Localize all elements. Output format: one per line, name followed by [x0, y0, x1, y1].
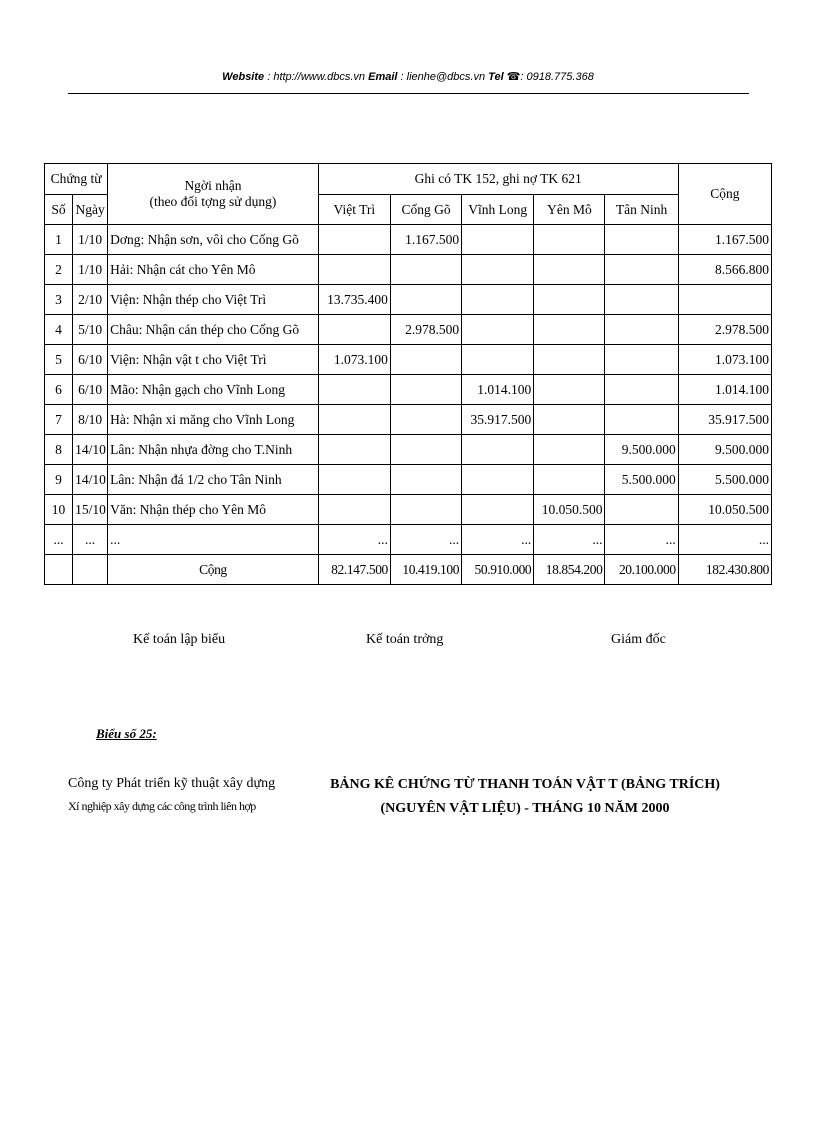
cell-so: 3: [45, 285, 73, 315]
cell-so: ...: [45, 525, 73, 555]
cell-viet-tri: [318, 495, 390, 525]
header-ghi-co: Ghi có TK 152, ghi nợ TK 621: [318, 164, 678, 195]
cell-viet-tri: ...: [318, 525, 390, 555]
cell-so: 1: [45, 225, 73, 255]
total-cong-go: 10.419.100: [390, 555, 461, 585]
header-nguoi-nhan-line1: Ngời nhận: [184, 178, 242, 193]
cell-nguoi-nhan: Mão: Nhận gạch cho Vĩnh Long: [108, 375, 319, 405]
header-tan-ninh: Tân Ninh: [605, 195, 678, 225]
cell-viet-tri: 13.735.400: [318, 285, 390, 315]
header-divider: [68, 93, 749, 94]
website-label: Website: [222, 71, 265, 83]
header-ngay: Ngày: [73, 195, 108, 225]
cell-ngay: ...: [73, 525, 108, 555]
header-cong: Cộng: [678, 164, 771, 225]
table-row: [45, 375, 772, 405]
cell-cong: 8.566.800: [678, 255, 771, 285]
cell-so: 8: [45, 435, 73, 465]
cell-tan-ninh: 9.500.000: [605, 435, 678, 465]
cell-vinh-long: [462, 225, 534, 255]
cell-yen-mo: [534, 315, 605, 345]
cell-nguoi-nhan: Dơng: Nhận sơn, vôi cho Cống Gõ: [108, 225, 319, 255]
cell-nguoi-nhan: Lân: Nhận đá 1/2 cho Tân Ninh: [108, 465, 319, 495]
cell-yen-mo: [534, 285, 605, 315]
cell-vinh-long: [462, 255, 534, 285]
cell-cong-go: [390, 495, 461, 525]
cell-so: 10: [45, 495, 73, 525]
total-cong: 182.430.800: [678, 555, 771, 585]
cell-viet-tri: [318, 465, 390, 495]
email-label: Email: [368, 71, 398, 83]
cell-cong: 9.500.000: [678, 435, 771, 465]
cell-so: 7: [45, 405, 73, 435]
cell-ngay: 2/10: [73, 285, 108, 315]
cell-yen-mo: ...: [534, 525, 605, 555]
table-row: [45, 345, 772, 375]
cell-ngay: 6/10: [73, 345, 108, 375]
email-address[interactable]: lienhe@dbcs.vn: [406, 71, 486, 83]
cell-yen-mo: [534, 345, 605, 375]
cell-so: 5: [45, 345, 73, 375]
cell-cong: 5.500.000: [678, 465, 771, 495]
bieu-so-label: Biểu số 25:: [96, 726, 157, 741]
signature-ke-toan-lap: Kế toán lập biểu: [133, 632, 226, 647]
cell-so: 2: [45, 255, 73, 285]
cell-cong-go: [390, 345, 461, 375]
document-title: BẢNG KÊ CHỨNG TỪ THANH TOÁN VẬT T (BẢNG TRÍCH): [330, 777, 720, 792]
cell-yen-mo: [534, 255, 605, 285]
cell-yen-mo: 10.050.500: [534, 495, 605, 525]
header-so: Số: [45, 195, 73, 225]
cell-cong: 1.014.100: [678, 375, 771, 405]
cell-tan-ninh: [605, 255, 678, 285]
cell-tan-ninh: [605, 405, 678, 435]
cell-ngay: 5/10: [73, 315, 108, 345]
cell-cong-go: [390, 405, 461, 435]
cell-ngay: 1/10: [73, 255, 108, 285]
cell-vinh-long: [462, 345, 534, 375]
cell-nguoi-nhan: ...: [108, 525, 319, 555]
total-yen-mo: 18.854.200: [534, 555, 605, 585]
cell-ngay: 6/10: [73, 375, 108, 405]
table-row: [45, 495, 772, 525]
total-empty-ngay: [73, 555, 108, 585]
cell-so: 9: [45, 465, 73, 495]
cell-ngay: 1/10: [73, 225, 108, 255]
cell-cong: ...: [678, 525, 771, 555]
cell-cong-go: 2.978.500: [390, 315, 461, 345]
cell-cong-go: [390, 375, 461, 405]
document-subtitle: (NGUYÊN VẬT LIỆU) - THÁNG 10 NĂM 2000: [380, 801, 670, 816]
cell-nguoi-nhan: Châu: Nhận cán thép cho Cống Gõ: [108, 315, 319, 345]
cell-tan-ninh: [605, 375, 678, 405]
cell-tan-ninh: 5.500.000: [605, 465, 678, 495]
cell-vinh-long: [462, 285, 534, 315]
cell-vinh-long: [462, 495, 534, 525]
cell-nguoi-nhan: Viện: Nhận vật t cho Việt Trì: [108, 345, 319, 375]
website-url[interactable]: http://www.dbcs.vn: [273, 71, 366, 83]
cell-tan-ninh: ...: [605, 525, 678, 555]
phone-icon: ☎: [506, 71, 521, 83]
tel-number: 0918.775.368: [526, 71, 594, 83]
cell-cong-go: [390, 465, 461, 495]
table-row: [45, 255, 772, 285]
cell-nguoi-nhan: Hà: Nhận xi măng cho Vĩnh Long: [108, 405, 319, 435]
table-row: [45, 285, 772, 315]
table-row: [45, 315, 772, 345]
cell-so: 6: [45, 375, 73, 405]
cell-vinh-long: ...: [462, 525, 534, 555]
page-header: Website : http://www.dbcs.vn Email : lienhe@dbcs.vn Tel ☎: 0918.775.368: [222, 71, 594, 83]
cell-tan-ninh: [605, 315, 678, 345]
cell-yen-mo: [534, 405, 605, 435]
header-viet-tri: Việt Trì: [318, 195, 390, 225]
cell-cong: 1.167.500: [678, 225, 771, 255]
total-empty-so: [45, 555, 73, 585]
cell-tan-ninh: [605, 345, 678, 375]
cell-cong: 2.978.500: [678, 315, 771, 345]
total-vinh-long: 50.910.000: [462, 555, 534, 585]
ledger-table: [44, 163, 772, 585]
total-row: [45, 555, 772, 585]
cell-nguoi-nhan: Văn: Nhận thép cho Yên Mô: [108, 495, 319, 525]
total-tan-ninh: 20.100.000: [605, 555, 678, 585]
header-nguoi-nhan-line2: (theo đối tợng sử dụng): [149, 194, 277, 209]
cell-nguoi-nhan: Viện: Nhận thép cho Việt Trì: [108, 285, 319, 315]
cell-cong: 10.050.500: [678, 495, 771, 525]
cell-viet-tri: [318, 255, 390, 285]
tel-label: Tel: [488, 71, 504, 83]
company-name: Công ty Phát triển kỹ thuật xây dựng: [68, 776, 276, 791]
cell-vinh-long: [462, 465, 534, 495]
table-row: [45, 525, 772, 555]
cell-nguoi-nhan: Hải: Nhận cát cho Yên Mô: [108, 255, 319, 285]
table-row: [45, 465, 772, 495]
cell-ngay: 14/10: [73, 465, 108, 495]
cell-cong-go: 1.167.500: [390, 225, 461, 255]
cell-cong-go: ...: [390, 525, 461, 555]
cell-tan-ninh: [605, 225, 678, 255]
cell-nguoi-nhan: Lân: Nhận nhựa đờng cho T.Ninh: [108, 435, 319, 465]
cell-viet-tri: [318, 435, 390, 465]
cell-tan-ninh: [605, 495, 678, 525]
cell-viet-tri: [318, 225, 390, 255]
cell-vinh-long: [462, 435, 534, 465]
cell-viet-tri: 1.073.100: [318, 345, 390, 375]
header-cong-go: Cống Gõ: [390, 195, 461, 225]
cell-cong: 35.917.500: [678, 405, 771, 435]
cell-vinh-long: [462, 315, 534, 345]
header-chung-tu: Chứng từ: [45, 164, 108, 195]
total-viet-tri: 82.147.500: [318, 555, 390, 585]
cell-vinh-long: 1.014.100: [462, 375, 534, 405]
cell-yen-mo: [534, 435, 605, 465]
cell-viet-tri: [318, 405, 390, 435]
cell-cong-go: [390, 285, 461, 315]
cell-cong: 1.073.100: [678, 345, 771, 375]
header-yen-mo: Yên Mô: [534, 195, 605, 225]
cell-yen-mo: [534, 465, 605, 495]
cell-cong-go: [390, 435, 461, 465]
cell-viet-tri: [318, 375, 390, 405]
cell-ngay: 15/10: [73, 495, 108, 525]
cell-ngay: 14/10: [73, 435, 108, 465]
table-row: [45, 225, 772, 255]
ledger-body: [45, 225, 772, 555]
company-unit: Xí nghiệp xây dựng các công trình liên hợp: [68, 799, 256, 813]
cell-viet-tri: [318, 315, 390, 345]
signature-giam-doc: Giám đốc: [611, 632, 666, 647]
cell-cong: [678, 285, 771, 315]
cell-yen-mo: [534, 225, 605, 255]
cell-so: 4: [45, 315, 73, 345]
cell-tan-ninh: [605, 285, 678, 315]
table-row: [45, 405, 772, 435]
header-nguoi-nhan: [108, 164, 319, 225]
cell-ngay: 8/10: [73, 405, 108, 435]
header-vinh-long: Vĩnh Long: [462, 195, 534, 225]
table-row: [45, 435, 772, 465]
cell-vinh-long: 35.917.500: [462, 405, 534, 435]
signature-ke-toan-truong: Kế toán trởng: [366, 632, 444, 647]
cell-cong-go: [390, 255, 461, 285]
cell-yen-mo: [534, 375, 605, 405]
total-label: Cộng: [108, 555, 319, 585]
